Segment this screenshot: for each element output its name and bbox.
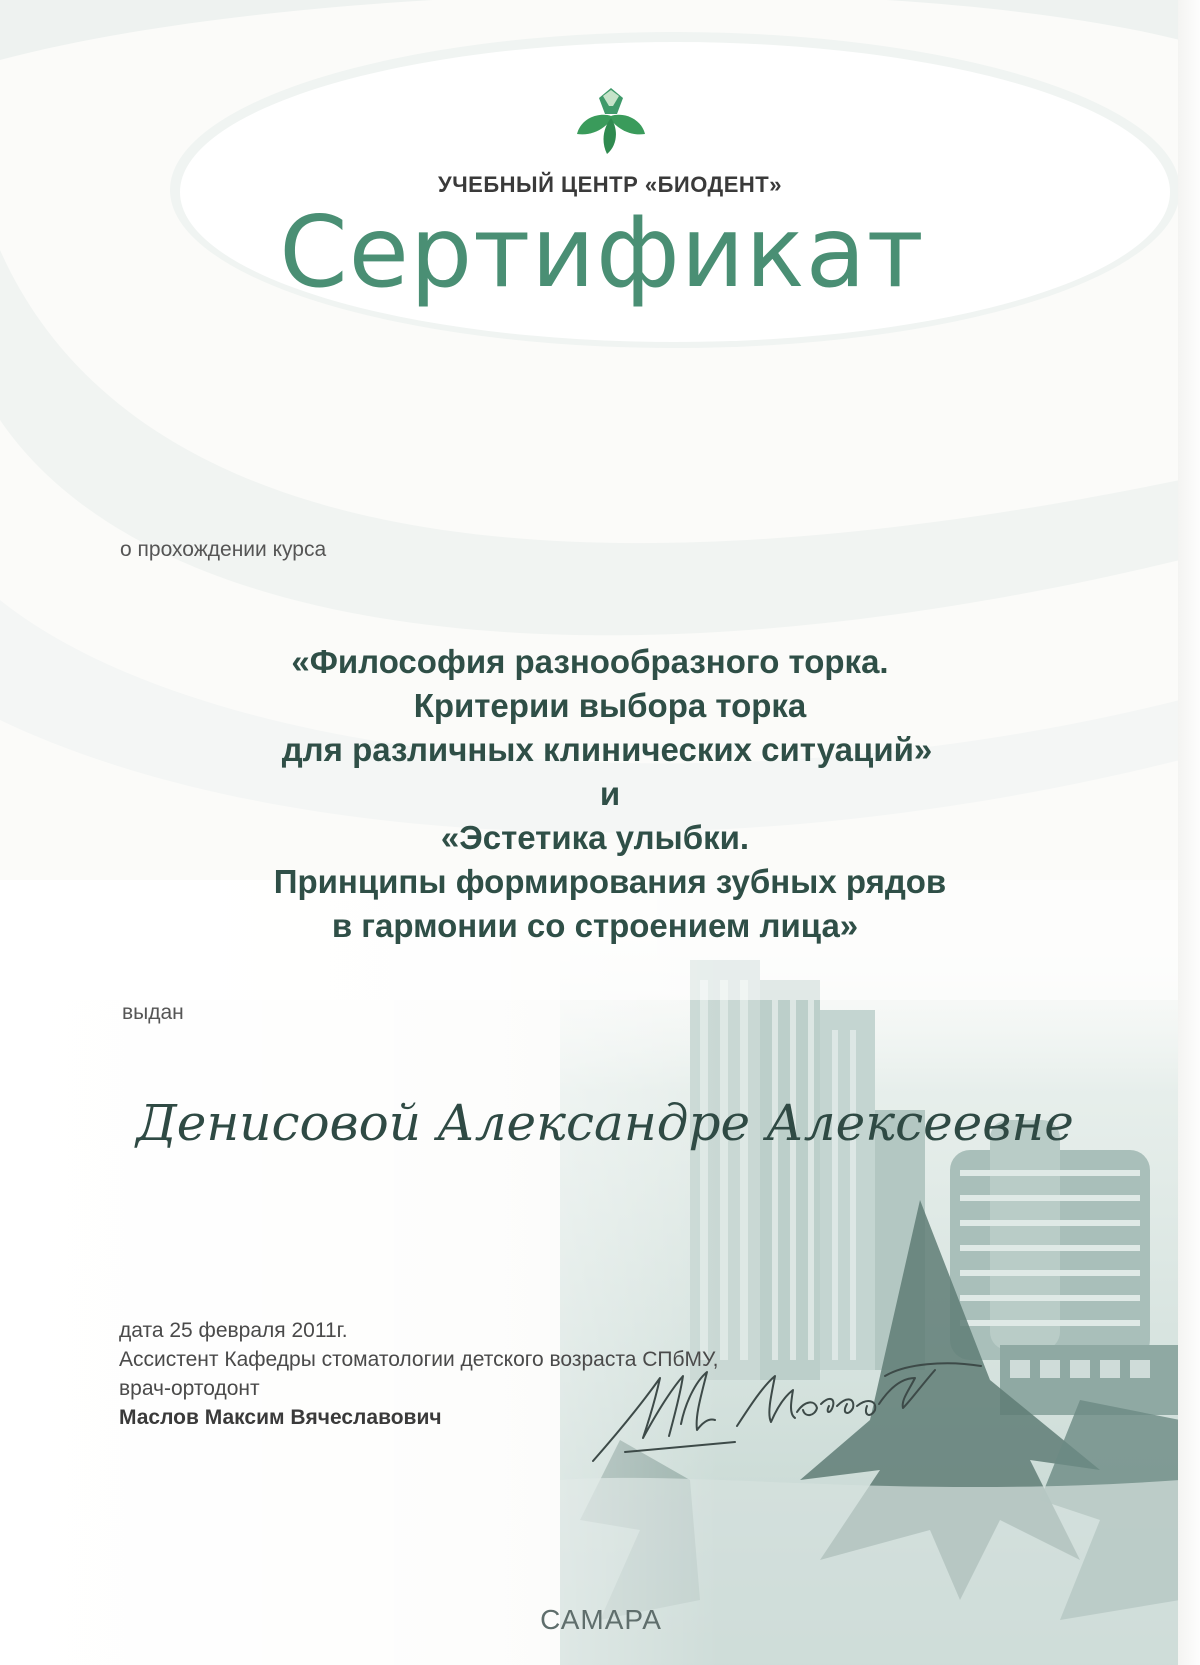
- signatory-name: Маслов Максим Вячеславович: [119, 1406, 442, 1429]
- issued-label: выдан: [122, 1001, 184, 1024]
- issue-date: дата 25 февраля 2011г.: [119, 1319, 348, 1342]
- city-name: САМАРА: [540, 1604, 662, 1635]
- biodent-leaf-logo-icon: [573, 84, 649, 156]
- course-title-line: в гармонии со строением лица»: [331, 907, 859, 944]
- recipient-name: Денисовой Александре Алексеевне: [136, 1094, 1074, 1152]
- course-title-line: и: [599, 775, 621, 812]
- signatory-position: Ассистент Кафедры стоматологии детского возраста СПбМУ,: [119, 1348, 719, 1371]
- course-title: [0, 640, 1200, 948]
- organization-name: УЧЕБНЫЙ ЦЕНТР «БИОДЕНТ»: [438, 172, 782, 197]
- course-title-line: «Эстетика улыбки.: [440, 819, 750, 856]
- course-title-line: Критерии выбора торка: [413, 687, 807, 724]
- course-title-line: Принципы формирования зубных рядов: [273, 863, 947, 900]
- certificate-title: Сертификат: [279, 196, 925, 310]
- course-title-line: для различных клинических ситуаций»: [281, 731, 933, 768]
- course-intro-text: о прохождении курса: [120, 538, 327, 561]
- handwritten-signature: [585, 1356, 990, 1466]
- signatory-role: врач-ортодонт: [119, 1377, 260, 1400]
- course-title-line: «Философия разнообразного торка.: [291, 643, 889, 680]
